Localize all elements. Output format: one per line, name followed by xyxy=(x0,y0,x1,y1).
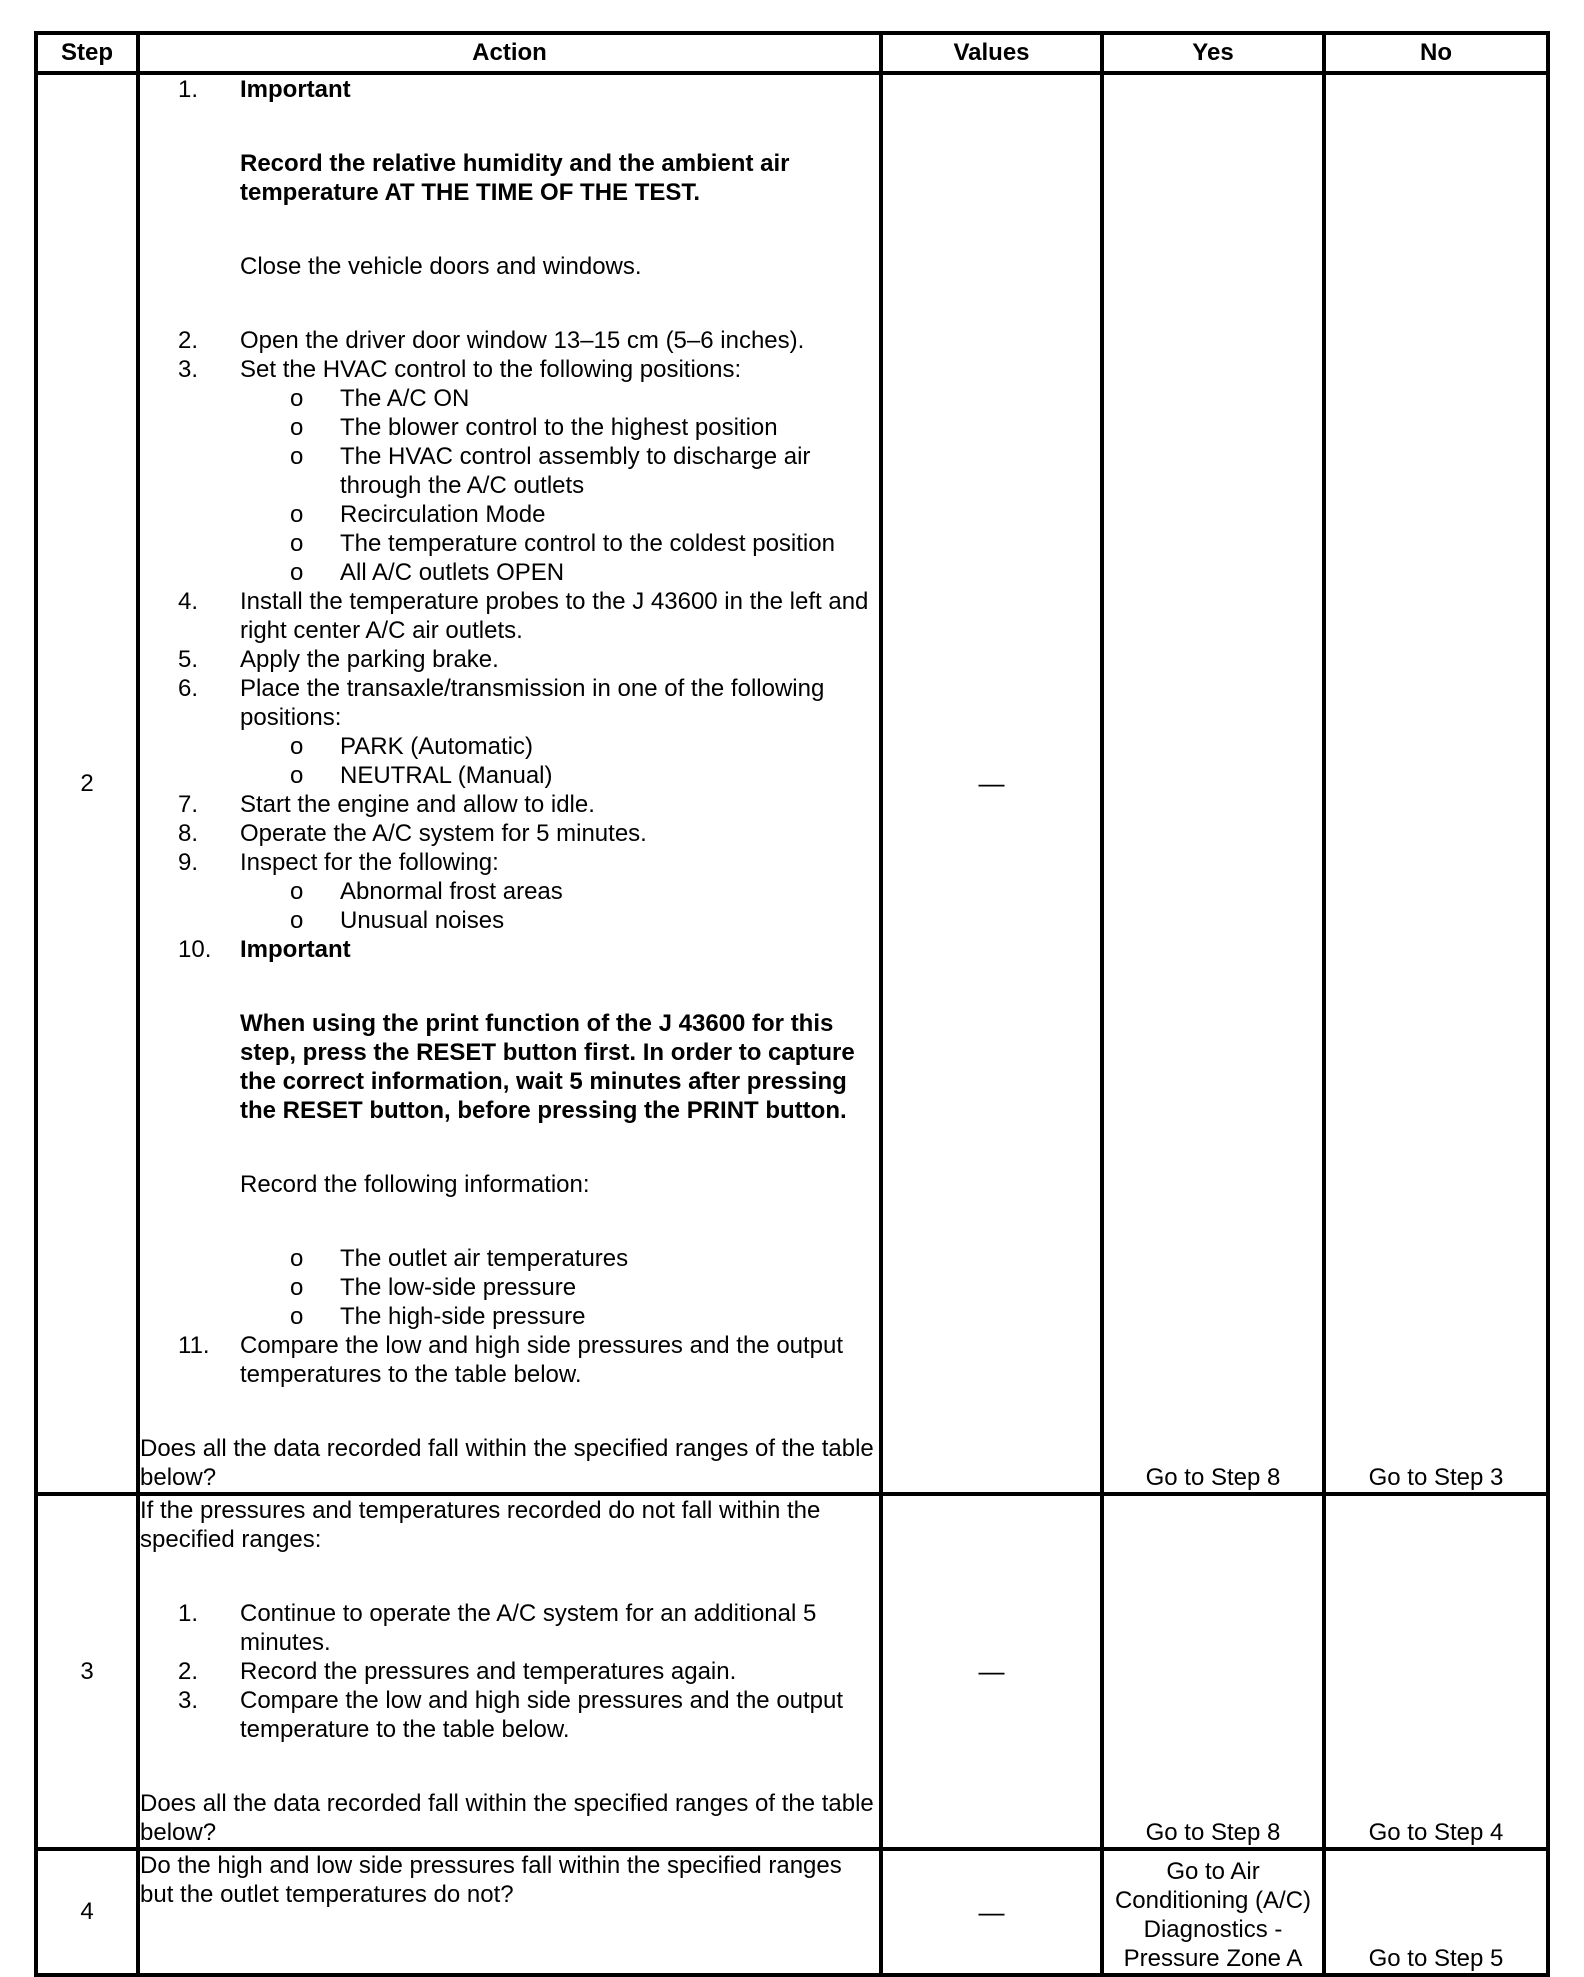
table-row xyxy=(36,73,1548,1494)
yes-link[interactable]: Go to Air Conditioning (A/C) Diagnostics - Pressure Zone A xyxy=(1102,1849,1324,1975)
step-number: 3 xyxy=(36,1494,138,1849)
no-link[interactable]: Go to Step 5 xyxy=(1324,1849,1548,1975)
list-item: 4. Install the temperature probes to the J 43600 in the left and right center A/C air outlets. xyxy=(178,588,869,644)
step-number: 4 xyxy=(36,1849,138,1975)
value-cell: — xyxy=(881,1494,1102,1849)
sub-list-item: o The HVAC control assembly to discharge air through the A/C outlets xyxy=(290,443,811,499)
list-item: 5. Apply the parking brake. xyxy=(178,646,499,673)
list-item: 6. Place the transaxle/transmission in one of the following positions: xyxy=(178,675,825,731)
header-row xyxy=(36,33,1548,73)
list-item: 8. Operate the A/C system for 5 minutes. xyxy=(178,820,647,847)
instruction-text: Close the vehicle doors and windows. xyxy=(240,253,642,280)
sub-list-item: o All A/C outlets OPEN xyxy=(290,559,565,586)
important-label: Important xyxy=(240,76,351,103)
sub-list-item: o The low-side pressure xyxy=(290,1274,577,1301)
sub-list-item: o The A/C ON xyxy=(290,385,470,412)
list-item: 10. Important xyxy=(178,936,351,963)
header-values: Values xyxy=(881,33,1102,73)
instruction-text: Record the following information: xyxy=(240,1171,590,1198)
decision-question: Does all the data recorded fall within the specified ranges of the table below? xyxy=(140,1790,874,1846)
value-cell: — xyxy=(881,73,1102,1494)
sub-list-item: o Unusual noises xyxy=(290,907,505,934)
sub-list-item: o The outlet air temperatures xyxy=(290,1245,629,1272)
list-item: 1. Continue to operate the A/C system for an additional 5 minutes. xyxy=(178,1600,817,1656)
important-note: When using the print function of the J 43600 for this step, press the RESET button first. In order to capture the correct information, wait 5 minutes after pressing the RESET button, before pressing the PRINT button. xyxy=(240,1010,855,1124)
sub-list-item: o The temperature control to the coldest position xyxy=(290,530,835,557)
header-step: Step xyxy=(36,33,138,73)
list-item: 2. Open the driver door window 13–15 cm (5–6 inches). xyxy=(178,327,805,354)
list-item: 11. Compare the low and high side pressures and the output temperatures to the table below. xyxy=(178,1332,844,1388)
list-item: 9. Inspect for the following: xyxy=(178,849,499,876)
action-cell xyxy=(138,73,881,1494)
no-link[interactable]: Go to Step 4 xyxy=(1324,1494,1548,1849)
no-link[interactable]: Go to Step 3 xyxy=(1324,73,1548,1494)
step-number: 2 xyxy=(36,73,138,1494)
important-label: Important xyxy=(240,936,351,963)
table-row xyxy=(36,1494,1548,1849)
yes-link[interactable]: Go to Step 8 xyxy=(1102,1494,1324,1849)
header-yes: Yes xyxy=(1102,33,1324,73)
intro-text: If the pressures and temperatures recorded do not fall within the specified ranges: xyxy=(140,1497,821,1553)
list-item: 3. Compare the low and high side pressures and the output temperature to the table below. xyxy=(178,1687,844,1743)
diagnostic-table xyxy=(34,31,1550,1977)
header-no: No xyxy=(1324,33,1548,73)
important-note: Record the relative humidity and the ambient air temperature AT THE TIME OF THE TEST. xyxy=(240,150,790,206)
sub-list-item: o Recirculation Mode xyxy=(290,501,546,528)
action-cell xyxy=(138,1494,881,1849)
action-cell xyxy=(138,1849,881,1975)
table-row xyxy=(36,1849,1548,1975)
list-item: 7. Start the engine and allow to idle. xyxy=(178,791,595,818)
sub-list-item: o NEUTRAL (Manual) xyxy=(290,762,553,789)
list-item: 1. Important xyxy=(178,76,351,103)
sub-list-item: o The blower control to the highest position xyxy=(290,414,778,441)
decision-question: Does all the data recorded fall within the specified ranges of the table below? xyxy=(140,1435,874,1491)
value-cell: — xyxy=(881,1849,1102,1975)
sub-list-item: o PARK (Automatic) xyxy=(290,733,533,760)
decision-question: Do the high and low side pressures fall within the specified ranges but the outlet temperatures do not? xyxy=(140,1852,842,1908)
list-item: 2. Record the pressures and temperatures again. xyxy=(178,1658,737,1685)
yes-link[interactable]: Go to Step 8 xyxy=(1102,73,1324,1494)
sub-list-item: o Abnormal frost areas xyxy=(290,878,563,905)
sub-list-item: o The high-side pressure xyxy=(290,1303,586,1330)
list-item: 3. Set the HVAC control to the following positions: xyxy=(178,356,742,383)
header-action: Action xyxy=(138,33,881,73)
